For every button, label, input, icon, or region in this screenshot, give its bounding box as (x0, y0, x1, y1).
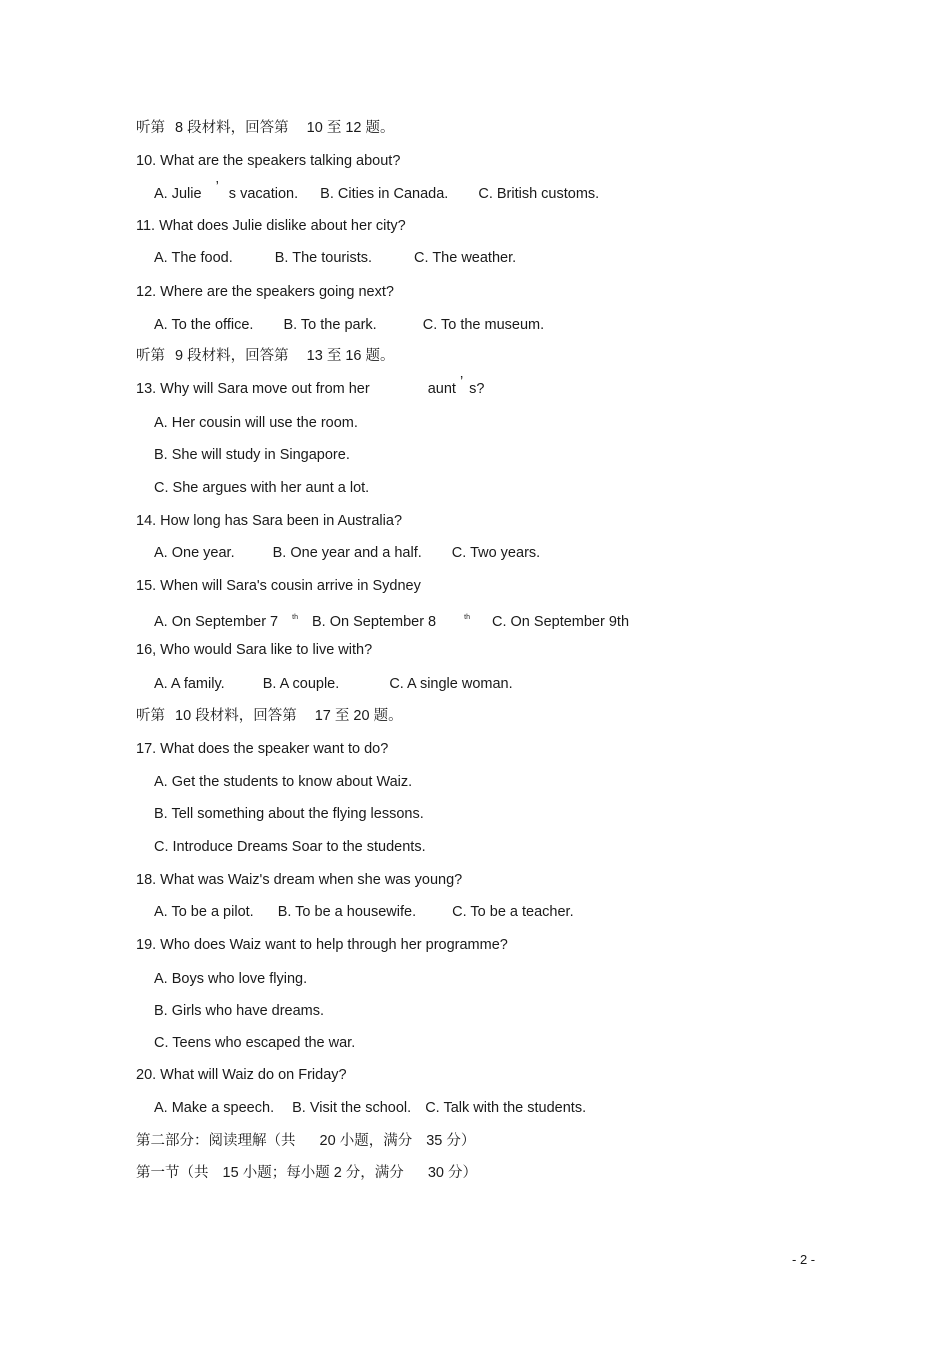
section-one-heading (136, 1164, 477, 1182)
options-11 (154, 249, 516, 267)
section-text: 9 段材料，回答第 (175, 348, 289, 364)
section-text: 第一节（共 (136, 1165, 209, 1181)
apostrophe: ’ (459, 374, 464, 390)
apostrophe: ’ (215, 179, 219, 195)
section-text: 8 段材料，回答第 (175, 120, 289, 136)
section-text: 听第 (136, 120, 165, 136)
section-text: 10 至 12 题。 (306, 120, 395, 136)
option-b: B. Cities in Canada. (320, 186, 449, 202)
option-b: B. A couple. (262, 676, 340, 692)
question-11: 11. What does Julie dislike about her city? (136, 218, 406, 234)
option-17a: A. Get the students to know about Waiz. (154, 774, 413, 790)
option-19b: B. Girls who have dreams. (154, 1003, 325, 1019)
option-c: C. British customs. (478, 186, 600, 202)
option-b: B. To the park. (283, 317, 377, 333)
section-text: 听第 (136, 708, 165, 724)
section-text: 20 小题，满分 (319, 1133, 413, 1149)
option-b: B. To be a housewife. (277, 904, 417, 920)
section-header-10 (136, 707, 403, 725)
option-a: A. On September 7 (154, 614, 279, 630)
question-text: aunt (427, 381, 456, 397)
options-14 (154, 544, 540, 562)
options-12 (154, 316, 544, 334)
question-17: 17. What does the speaker want to do? (136, 741, 389, 757)
option-a: A. To the office. (154, 317, 254, 333)
section-header-8 (136, 119, 395, 137)
section-text: 35 分） (426, 1133, 476, 1149)
options-10 (154, 179, 600, 203)
question-20: 20. What will Waiz do on Friday? (136, 1067, 347, 1083)
page-number: - 2 - (792, 1252, 816, 1267)
section-text: 30 分） (427, 1165, 478, 1181)
question-10: 10. What are the speakers talking about? (136, 153, 401, 169)
option-13b: B. She will study in Singapore. (154, 447, 350, 463)
option-c: C. Talk with the students. (425, 1100, 587, 1116)
option-a: A. To be a pilot. (154, 904, 254, 920)
option-19c: C. Teens who escaped the war. (154, 1035, 356, 1051)
option-c: C. On September 9th (492, 614, 630, 630)
question-16: 16, Who would Sara like to live with? (136, 642, 373, 658)
section-text: 13 至 16 题。 (306, 348, 395, 364)
option-a: A. Make a speech. (154, 1100, 275, 1116)
section-text: 10 段材料，回答第 (175, 708, 297, 724)
option-b: B. Visit the school. (292, 1100, 412, 1116)
question-text: 13. Why will Sara move out from her (136, 381, 370, 397)
section-header-9 (136, 347, 395, 365)
option-c: C. Two years. (451, 545, 541, 561)
option-13c: C. She argues with her aunt a lot. (154, 480, 370, 496)
option-b: B. One year and a half. (272, 545, 422, 561)
option-b: B. The tourists. (274, 250, 373, 266)
question-14: 14. How long has Sara been in Australia? (136, 513, 403, 529)
option-c: C. To be a teacher. (452, 904, 574, 920)
question-text: s? (469, 381, 485, 397)
superscript-th: th (464, 614, 470, 621)
section-text: 第二部分：阅读理解（共 (136, 1133, 296, 1149)
options-16 (154, 675, 513, 693)
option-17b: B. Tell something about the flying lessons. (154, 806, 424, 822)
option-c: C. A single woman. (389, 676, 513, 692)
option-c: C. To the museum. (422, 317, 545, 333)
question-12: 12. Where are the speakers going next? (136, 284, 394, 300)
question-19: 19. Who does Waiz want to help through her programme? (136, 937, 508, 953)
option-a-part: s vacation. (228, 186, 299, 202)
option-17c: C. Introduce Dreams Soar to the students. (154, 839, 426, 855)
part-two-heading (136, 1132, 475, 1150)
options-15 (154, 609, 629, 631)
option-b: B. On September 8 (312, 614, 437, 630)
option-c: C. The weather. (414, 250, 517, 266)
option-a-part: A. Julie (154, 186, 202, 202)
option-a: A. One year. (154, 545, 235, 561)
options-20 (154, 1099, 586, 1117)
section-text: 15 小题；每小题 2 分，满分 (222, 1165, 404, 1181)
section-text: 17 至 20 题。 (314, 708, 403, 724)
option-13a: A. Her cousin will use the room. (154, 415, 358, 431)
question-18: 18. What was Waiz's dream when she was young? (136, 872, 463, 888)
section-text: 听第 (136, 348, 165, 364)
option-a: A. A family. (154, 676, 225, 692)
question-15: 15. When will Sara's cousin arrive in Sydney (136, 578, 421, 594)
question-13 (136, 374, 485, 398)
option-a: A. The food. (154, 250, 233, 266)
superscript-th: th (292, 614, 298, 621)
option-19a: A. Boys who love flying. (154, 971, 308, 987)
options-18 (154, 903, 574, 921)
